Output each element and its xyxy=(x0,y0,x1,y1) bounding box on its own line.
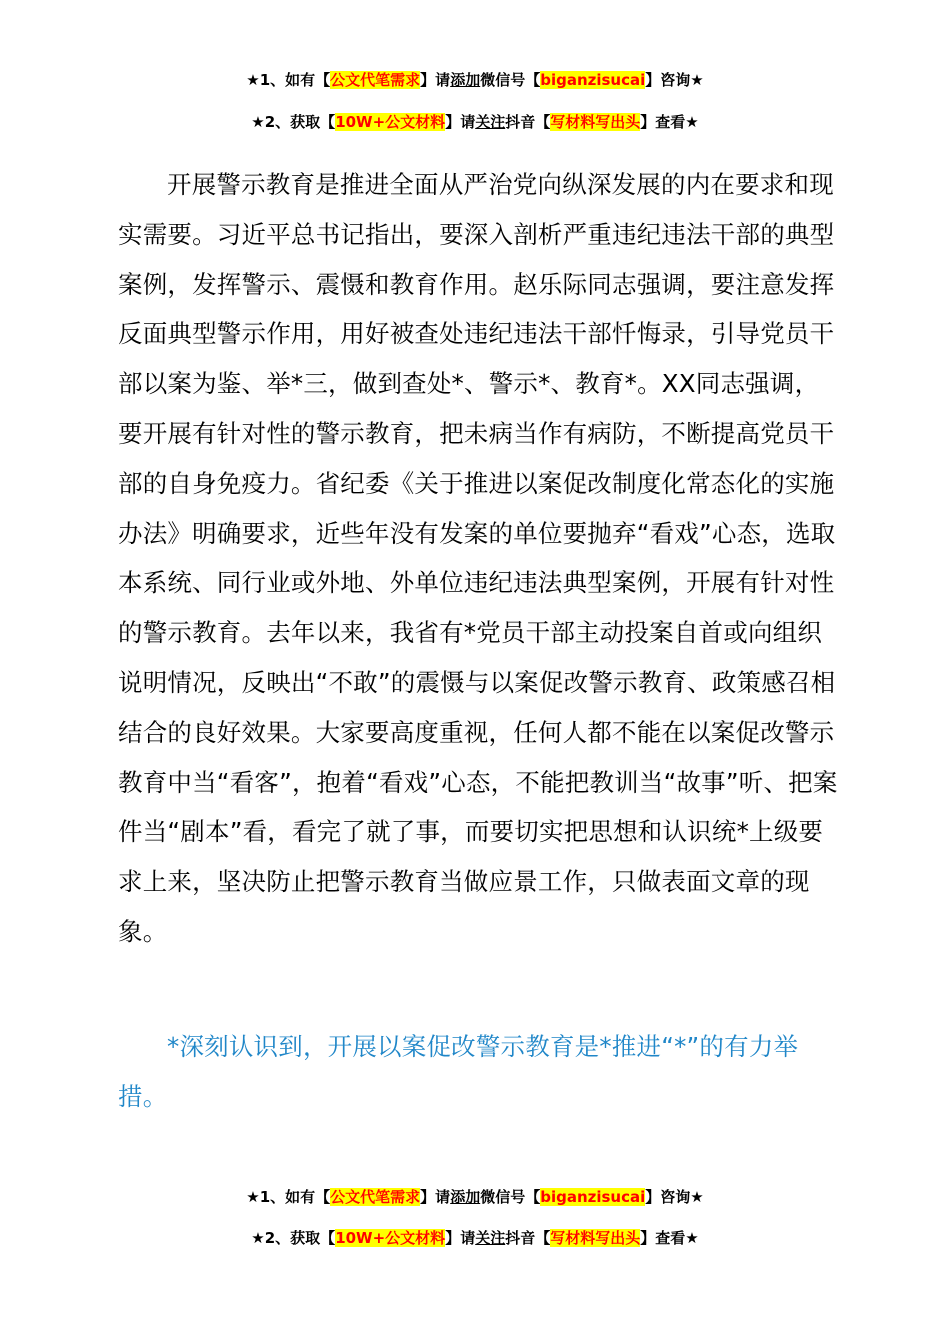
banner-text: 】请 xyxy=(420,71,451,89)
header-banner-line-1 xyxy=(0,70,950,90)
banner-prefix: ★1、如有【 xyxy=(246,1188,331,1206)
banner-text: 】请 xyxy=(445,1229,476,1247)
footer-banner-line-1 xyxy=(0,1187,950,1207)
banner-text: 】请 xyxy=(445,113,476,131)
banner-text: 微信号【 xyxy=(480,1188,541,1206)
banner-text: 微信号【 xyxy=(480,71,541,89)
banner-prefix: ★1、如有【 xyxy=(246,71,331,89)
main-body-paragraph: 开展警示教育是推进全面从严治党向纵深发展的内在要求和现实需要。习近平总书记指出，要深入剖析严重违纪违法干部的典型案例，发挥警示、震慑和教育作用。赵乐际同志强调，要注意发挥反面典型警示作用，用好被查处违纪违法干部忏悔录，引导党员干部以案为鉴、举*三，做到查处*、警示*、教育*。XX同志强调，要开展有针对性的警示教育，把未病当作有病防，不断提高党员干部的自身免疫力。省纪委《关于推进以案促改制度化常态化的实施办法》明确要求，近些年没有发案的单位要抛弃“看戏”心态，选取本系统、同行业或外地、外单位违纪违法典型案例，开展有针对性的警示教育。去年以来，我省有*党员干部主动投案自首或向组织说明情况，反映出“不敢”的震慑与以案促改警示教育、政策感召相结合的良好效果。大家要高度重视，任何人都不能在以案促改警示教育中当“看客”，抱着“看戏”心态，不能把教训当“故事”听、把案件当“剧本”看，看完了就了事，而要切实把思想和认识统*上级要求上来，坚决防止把警示教育当做应景工作，只做表面文章的现象。 xyxy=(118,170,838,946)
banner-underlined-text: 关注 xyxy=(475,113,506,131)
banner-suffix: 】查看★ xyxy=(640,1229,699,1247)
header-banner-line-2 xyxy=(0,112,950,132)
banner-highlight-wechat-id: biganzisucai xyxy=(540,71,646,89)
banner-text: 抖音【 xyxy=(505,1229,551,1247)
banner-highlight-materials: 10W+公文材料 xyxy=(335,113,446,131)
banner-underlined-text: 添加 xyxy=(450,1188,481,1206)
banner-highlight-service: 公文代笔需求 xyxy=(330,1188,421,1206)
banner-highlight-douyin-account: 写材料写出头 xyxy=(550,113,641,131)
section-heading-paragraph: *深刻认识到，开展以案促改警示教育是*推进“*”的有力举措。 xyxy=(118,1032,799,1111)
banner-suffix: 】咨询★ xyxy=(645,1188,704,1206)
banner-prefix: ★2、获取【 xyxy=(251,1229,336,1247)
banner-underlined-text: 关注 xyxy=(475,1229,506,1247)
banner-highlight-materials: 10W+公文材料 xyxy=(335,1229,446,1247)
banner-highlight-douyin-account: 写材料写出头 xyxy=(550,1229,641,1247)
footer-banner-line-2 xyxy=(0,1228,950,1248)
banner-text: 】请 xyxy=(420,1188,451,1206)
banner-highlight-service: 公文代笔需求 xyxy=(330,71,421,89)
banner-highlight-wechat-id: biganzisucai xyxy=(540,1188,646,1206)
banner-suffix: 】查看★ xyxy=(640,113,699,131)
banner-suffix: 】咨询★ xyxy=(645,71,704,89)
banner-prefix: ★2、获取【 xyxy=(251,113,336,131)
banner-text: 抖音【 xyxy=(505,113,551,131)
banner-underlined-text: 添加 xyxy=(450,71,481,89)
